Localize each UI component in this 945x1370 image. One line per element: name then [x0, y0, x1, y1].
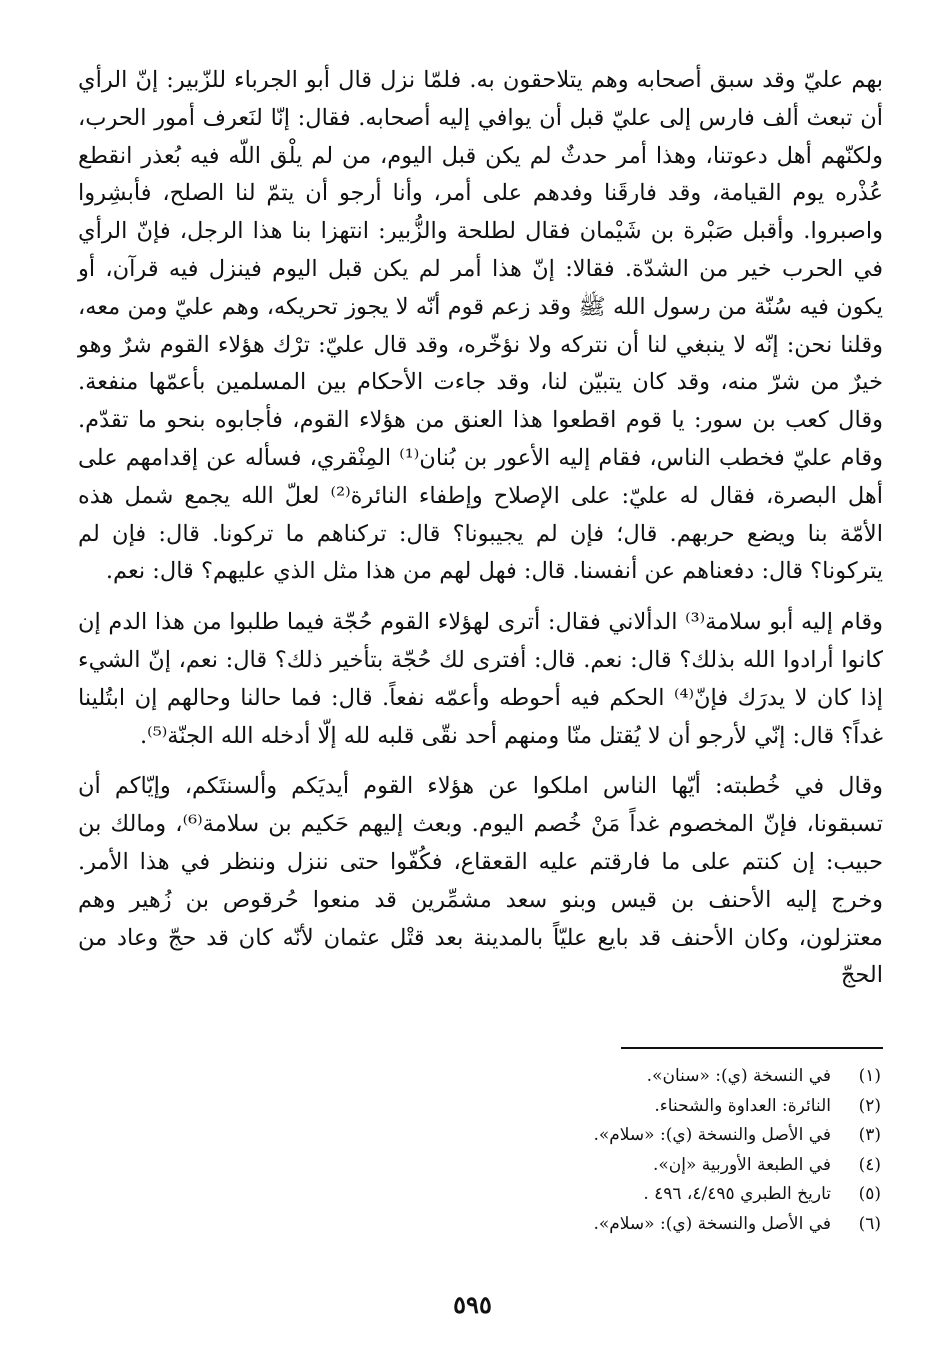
paragraph-2: وقام إليه أبو سلامة⁽³⁾ الدألاني فقال: أترى لهؤلاء القوم حُجّة فيما طلبوا من هذا الدم إن كانوا أرادوا الله بذلك؟ قال: نعم. قال: أفترى لك حُجّة بتأخير ذلك؟ قال: نعم، إنّ الشيء إذا كان لا يدرَك فإنّ⁽⁴⁾ الحكم فيه أحوطه وأعمّه نفعاً. قال: فما حالنا وحالهم إن ابتُلينا غداً؟ قال: إنّي لأرجو أن لا يُقتل منّا ومنهم أحد نقّى قلبه لله إلّا أدخله الله الجنّة⁽⁵⁾.: [78, 609, 883, 749]
footnote-5: [281, 1180, 881, 1210]
main-text: [78, 62, 883, 995]
footnote-2: [281, 1092, 881, 1122]
footnote-text: النائرة: العداوة والشحناء.: [654, 1095, 831, 1116]
footnote-number: (١): [858, 1066, 881, 1086]
footnote-number: (٤): [858, 1154, 881, 1175]
footnote-number: (٦): [858, 1213, 881, 1234]
footnote-text: في الطبعة الأوربية «إن».: [652, 1154, 831, 1175]
footnote-1: [281, 1062, 881, 1092]
paragraph-3: وقال في خُطبته: أيّها الناس املكوا عن هؤلاء القوم أيديَكم وألسنتَكم، وإيّاكم أن تسبقونا، فإنّ المخصوم غداً مَنْ خُصم اليوم. وبعث إليهم حَكيم بن سلامة⁽⁶⁾، ومالك بن حبيب: إن كنتم على ما فارقتم عليه القعقاع، فكُفّوا حتى ننزل وننظر في هذا الأمر. وخرج إليه الأحنف بن قيس وبنو سعد مشمِّرين قد منعوا حُرقوص بن زُهير وهم معتزلون، وكان الأحنف قد بايع عليّاً بالمدينة بعد قتْل عثمان لأنّه كان قد حجّ وعاد من الحجّ: [78, 773, 884, 989]
footnote-number: (٥): [858, 1184, 881, 1204]
footnote-divider: [621, 1047, 883, 1049]
footnote-text: في الأصل والنسخة (ي): «سلام».: [593, 1213, 831, 1234]
footnote-3: [281, 1121, 881, 1151]
footnote-text: تاريخ الطبري ٤/٤٩٥، ٤٩٦ .: [643, 1184, 831, 1204]
footnote-4: [281, 1151, 881, 1181]
paragraph-1: بهم عليّ وقد سبق أصحابه وهم يتلاحقون به. فلمّا نزل قال أبو الجرباء للزّبير: إنّ الرأي أن تبعث ألف فارس إلى عليّ قبل أن يوافي إليه أصحابه. فقال: إنّا لنَعرف أمور الحرب، ولكنّهم أهل دعوتنا، وهذا أمر حدثٌ لم يكن قبل اليوم، من لم يلْق اللّه فيه بُعذر انقطع عُذْره يوم القيامة، وقد فارقَنا وفدهم على أمر، وأنا أرجو أن يتمّ لنا الصلح، فأبشِروا واصبروا. وأقبل صَبْرة بن شَيْمان فقال لطلحة والزُّبير: انتهزا بنا هذا الرجل، فإنّ الرأي في الحرب خير من الشدّة. فقالا: إنّ هذا أمر لم يكن قبل اليوم فينزل فيه قرآن، أو يكون فيه سُنّة من رسول الله ﷺ وقد زعم قوم أنّه لا يجوز تحريكه، وهم عليّ ومن معه، وقلنا نحن: إنّه لا ينبغي لنا أن نتركه ولا نؤخّره، وقد قال عليّ: ترْك هؤلاء القوم شرٌ وهو خيرٌ من شرّ منه، وقد كان يتبيّن لنا، وقد جاءت الأحكام بين المسلمين بأعمّها منفعة. وقال كعب بن سور: يا قوم اقطعوا هذا العنق من هؤلاء القوم، فأجابوه بنحو ما تقدّم. وقام عليّ فخطب الناس، فقام إليه الأعور بن بُنان⁽¹⁾ المِنْقري، فسأله عن إقدامهم على أهل البصرة، فقال له عليّ: على الإصلاح وإطفاء النائرة⁽²⁾ لعلّ الله يجمع شمل هذه الأمّة بنا ويضع حربهم. قال؛ فإن لم يجيبونا؟ قال: تركناهم ما تركونا. قال: فإن لم يتركونا؟ قال: دفعناهم عن أنفسنا. قال: فهل لهم من هذا مثل الذي عليهم؟ قال: نعم.: [78, 67, 883, 585]
footnote-6: [281, 1210, 881, 1240]
page-number: ٥٩٥: [453, 1290, 492, 1319]
footnote-text: في الأصل والنسخة (ي): «سلام».: [593, 1125, 831, 1145]
footnote-number: (٣): [858, 1125, 881, 1145]
footnote-text: في النسخة (ي): «سنان».: [646, 1066, 831, 1086]
footnote-number: (٢): [858, 1095, 881, 1116]
footnotes-list: [281, 1062, 881, 1239]
